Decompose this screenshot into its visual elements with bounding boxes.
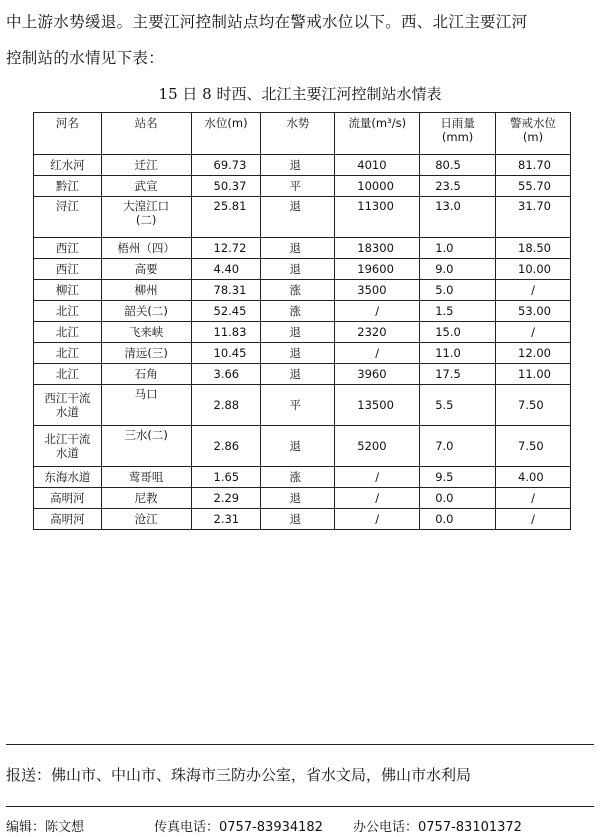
cell-rainfall: 23.5 bbox=[420, 176, 496, 197]
cell-level: 78.31 bbox=[191, 280, 261, 301]
cell-river bbox=[34, 426, 102, 467]
header-rainfall-line2: (mm) bbox=[441, 130, 474, 144]
cell-station: 迁江 bbox=[101, 155, 191, 176]
cell-rainfall: 1.0 bbox=[420, 238, 496, 259]
header-rainfall-line1: 日雨量 bbox=[440, 116, 475, 130]
cell-trend: 涨 bbox=[261, 280, 335, 301]
intro-line-1: 中上游水势缓退。主要江河控制站点均在警戒水位以下。西、北江主要江河 bbox=[6, 13, 528, 31]
cell-river: 东海水道 bbox=[34, 467, 102, 488]
cell-station: 三水(二) bbox=[101, 426, 191, 467]
cell-rainfall: 15.0 bbox=[420, 322, 496, 343]
table-row bbox=[34, 467, 571, 488]
cell-level: 2.88 bbox=[191, 385, 261, 426]
header-flow: 流量(m³/s) bbox=[335, 113, 420, 155]
cell-trend: 退 bbox=[261, 259, 335, 280]
cell-rainfall: 5.5 bbox=[420, 385, 496, 426]
cell-trend: 退 bbox=[261, 426, 335, 467]
cell-station: 尼教 bbox=[101, 488, 191, 509]
header-trend: 水势 bbox=[261, 113, 335, 155]
cell-rainfall: 80.5 bbox=[420, 155, 496, 176]
water-condition-table bbox=[33, 112, 571, 530]
cell-level: 10.45 bbox=[191, 343, 261, 364]
cell-river: 红水河 bbox=[34, 155, 102, 176]
cell-rainfall: 0.0 bbox=[420, 509, 496, 530]
cell-station: 马口 bbox=[101, 385, 191, 426]
header-warning-line1: 警戒水位 bbox=[510, 116, 557, 130]
table-row bbox=[34, 176, 571, 197]
cell-river: 北江 bbox=[34, 364, 102, 385]
header-warning-line2: (m) bbox=[522, 130, 544, 144]
cell-river: 黔江 bbox=[34, 176, 102, 197]
cell-rainfall: 1.5 bbox=[420, 301, 496, 322]
cell-level: 52.45 bbox=[191, 301, 261, 322]
cell-river-line2: 水道 bbox=[55, 446, 79, 460]
cell-trend: 退 bbox=[261, 322, 335, 343]
header-warning-level bbox=[496, 113, 571, 155]
cell-river-line2: 水道 bbox=[55, 405, 79, 419]
cell-trend: 平 bbox=[261, 176, 335, 197]
cell-river: 北江 bbox=[34, 322, 102, 343]
header-station: 站名 bbox=[101, 113, 191, 155]
cell-flow: 4010 bbox=[335, 155, 420, 176]
header-rainfall bbox=[420, 113, 496, 155]
cell-rainfall: 11.0 bbox=[420, 343, 496, 364]
editor-credit: 编辑：陈文想 bbox=[6, 820, 85, 835]
cell-level: 11.83 bbox=[191, 322, 261, 343]
cell-flow: / bbox=[335, 509, 420, 530]
cell-river-line1: 西江干流 bbox=[44, 391, 91, 405]
cell-trend: 退 bbox=[261, 509, 335, 530]
cell-flow: 3960 bbox=[335, 364, 420, 385]
cell-river: 北江 bbox=[34, 343, 102, 364]
cell-rainfall: 17.5 bbox=[420, 364, 496, 385]
header-level: 水位(m) bbox=[191, 113, 261, 155]
cell-station: 高要 bbox=[101, 259, 191, 280]
cell-river: 西江 bbox=[34, 259, 102, 280]
cell-warning: / bbox=[496, 488, 571, 509]
cell-flow: 18300 bbox=[335, 238, 420, 259]
cell-trend: 退 bbox=[261, 238, 335, 259]
cell-warning: 11.00 bbox=[496, 364, 571, 385]
footer bbox=[6, 816, 596, 836]
cell-level: 2.31 bbox=[191, 509, 261, 530]
cell-trend: 涨 bbox=[261, 301, 335, 322]
cell-level: 2.29 bbox=[191, 488, 261, 509]
cell-station: 飞来峡 bbox=[101, 322, 191, 343]
cell-warning: 10.00 bbox=[496, 259, 571, 280]
cell-river: 浔江 bbox=[34, 197, 102, 238]
cell-rainfall: 9.0 bbox=[420, 259, 496, 280]
cell-warning: 81.70 bbox=[496, 155, 571, 176]
cell-flow: 11300 bbox=[335, 197, 420, 238]
cell-warning: / bbox=[496, 280, 571, 301]
cell-warning: 31.70 bbox=[496, 197, 571, 238]
cell-station: 莺哥咀 bbox=[101, 467, 191, 488]
intro-line-2: 控制站的水情见下表： bbox=[6, 49, 165, 67]
cell-warning: 4.00 bbox=[496, 467, 571, 488]
cell-level: 4.40 bbox=[191, 259, 261, 280]
cell-flow: 5200 bbox=[335, 426, 420, 467]
cell-flow: / bbox=[335, 343, 420, 364]
cell-flow: / bbox=[335, 488, 420, 509]
cell-flow: / bbox=[335, 301, 420, 322]
cell-level: 3.66 bbox=[191, 364, 261, 385]
table-row bbox=[34, 259, 571, 280]
table-row bbox=[34, 364, 571, 385]
cell-rainfall: 5.0 bbox=[420, 280, 496, 301]
office-phone: 办公电话：0757-83101372 bbox=[353, 820, 522, 835]
cell-trend: 退 bbox=[261, 197, 335, 238]
cell-level: 50.37 bbox=[191, 176, 261, 197]
cell-flow: 19600 bbox=[335, 259, 420, 280]
table-row bbox=[34, 343, 571, 364]
table-row bbox=[34, 280, 571, 301]
cell-warning: / bbox=[496, 322, 571, 343]
cell-station-line1: 大湟江口 bbox=[123, 199, 170, 213]
cell-station bbox=[101, 197, 191, 238]
cell-flow: 10000 bbox=[335, 176, 420, 197]
cell-station: 柳州 bbox=[101, 280, 191, 301]
table-row bbox=[34, 509, 571, 530]
divider-top bbox=[6, 744, 594, 745]
cell-station: 石角 bbox=[101, 364, 191, 385]
cell-warning: 7.50 bbox=[496, 426, 571, 467]
cell-rainfall: 7.0 bbox=[420, 426, 496, 467]
cell-level: 69.73 bbox=[191, 155, 261, 176]
cell-warning: 7.50 bbox=[496, 385, 571, 426]
cell-river: 西江 bbox=[34, 238, 102, 259]
cell-level: 12.72 bbox=[191, 238, 261, 259]
cell-river-line1: 北江干流 bbox=[44, 432, 91, 446]
cell-station: 武宣 bbox=[101, 176, 191, 197]
divider-bottom bbox=[6, 806, 594, 807]
table-header-row bbox=[34, 113, 571, 155]
table-row bbox=[34, 155, 571, 176]
cell-warning: 12.00 bbox=[496, 343, 571, 364]
table-row bbox=[34, 426, 571, 467]
cell-flow: 13500 bbox=[335, 385, 420, 426]
cell-station: 韶关(二) bbox=[101, 301, 191, 322]
cell-rainfall: 13.0 bbox=[420, 197, 496, 238]
cell-rainfall: 0.0 bbox=[420, 488, 496, 509]
table-row bbox=[34, 197, 571, 238]
table-row bbox=[34, 238, 571, 259]
cell-trend: 退 bbox=[261, 488, 335, 509]
table-row bbox=[34, 301, 571, 322]
cell-river: 高明河 bbox=[34, 488, 102, 509]
cell-warning: 55.70 bbox=[496, 176, 571, 197]
cell-station: 沧江 bbox=[101, 509, 191, 530]
cell-station: 梧州（四） bbox=[101, 238, 191, 259]
cell-flow: 3500 bbox=[335, 280, 420, 301]
table-row bbox=[34, 488, 571, 509]
table-row bbox=[34, 385, 571, 426]
table-row bbox=[34, 322, 571, 343]
intro-paragraph bbox=[6, 4, 594, 76]
cell-warning: 53.00 bbox=[496, 301, 571, 322]
cell-level: 2.86 bbox=[191, 426, 261, 467]
table-title: 15 日 8 时西、北江主要江河控制站水情表 bbox=[158, 85, 442, 103]
cell-trend: 退 bbox=[261, 155, 335, 176]
cell-station-line2: (二) bbox=[135, 213, 157, 227]
cell-river: 高明河 bbox=[34, 509, 102, 530]
cell-trend: 退 bbox=[261, 364, 335, 385]
cell-trend: 涨 bbox=[261, 467, 335, 488]
header-river: 河名 bbox=[34, 113, 102, 155]
cell-river bbox=[34, 385, 102, 426]
cell-flow: / bbox=[335, 467, 420, 488]
cell-warning: 18.50 bbox=[496, 238, 571, 259]
distribution-list: 报送：佛山市、中山市、珠海市三防办公室，省水文局，佛山市水利局 bbox=[6, 766, 472, 784]
cell-level: 25.81 bbox=[191, 197, 261, 238]
fax-number: 传真电话：0757-83934182 bbox=[154, 820, 323, 835]
cell-trend: 平 bbox=[261, 385, 335, 426]
cell-warning: / bbox=[496, 509, 571, 530]
cell-river: 柳江 bbox=[34, 280, 102, 301]
cell-trend: 退 bbox=[261, 343, 335, 364]
cell-river: 北江 bbox=[34, 301, 102, 322]
cell-station: 清远(三) bbox=[101, 343, 191, 364]
cell-flow: 2320 bbox=[335, 322, 420, 343]
cell-level: 1.65 bbox=[191, 467, 261, 488]
cell-rainfall: 9.5 bbox=[420, 467, 496, 488]
